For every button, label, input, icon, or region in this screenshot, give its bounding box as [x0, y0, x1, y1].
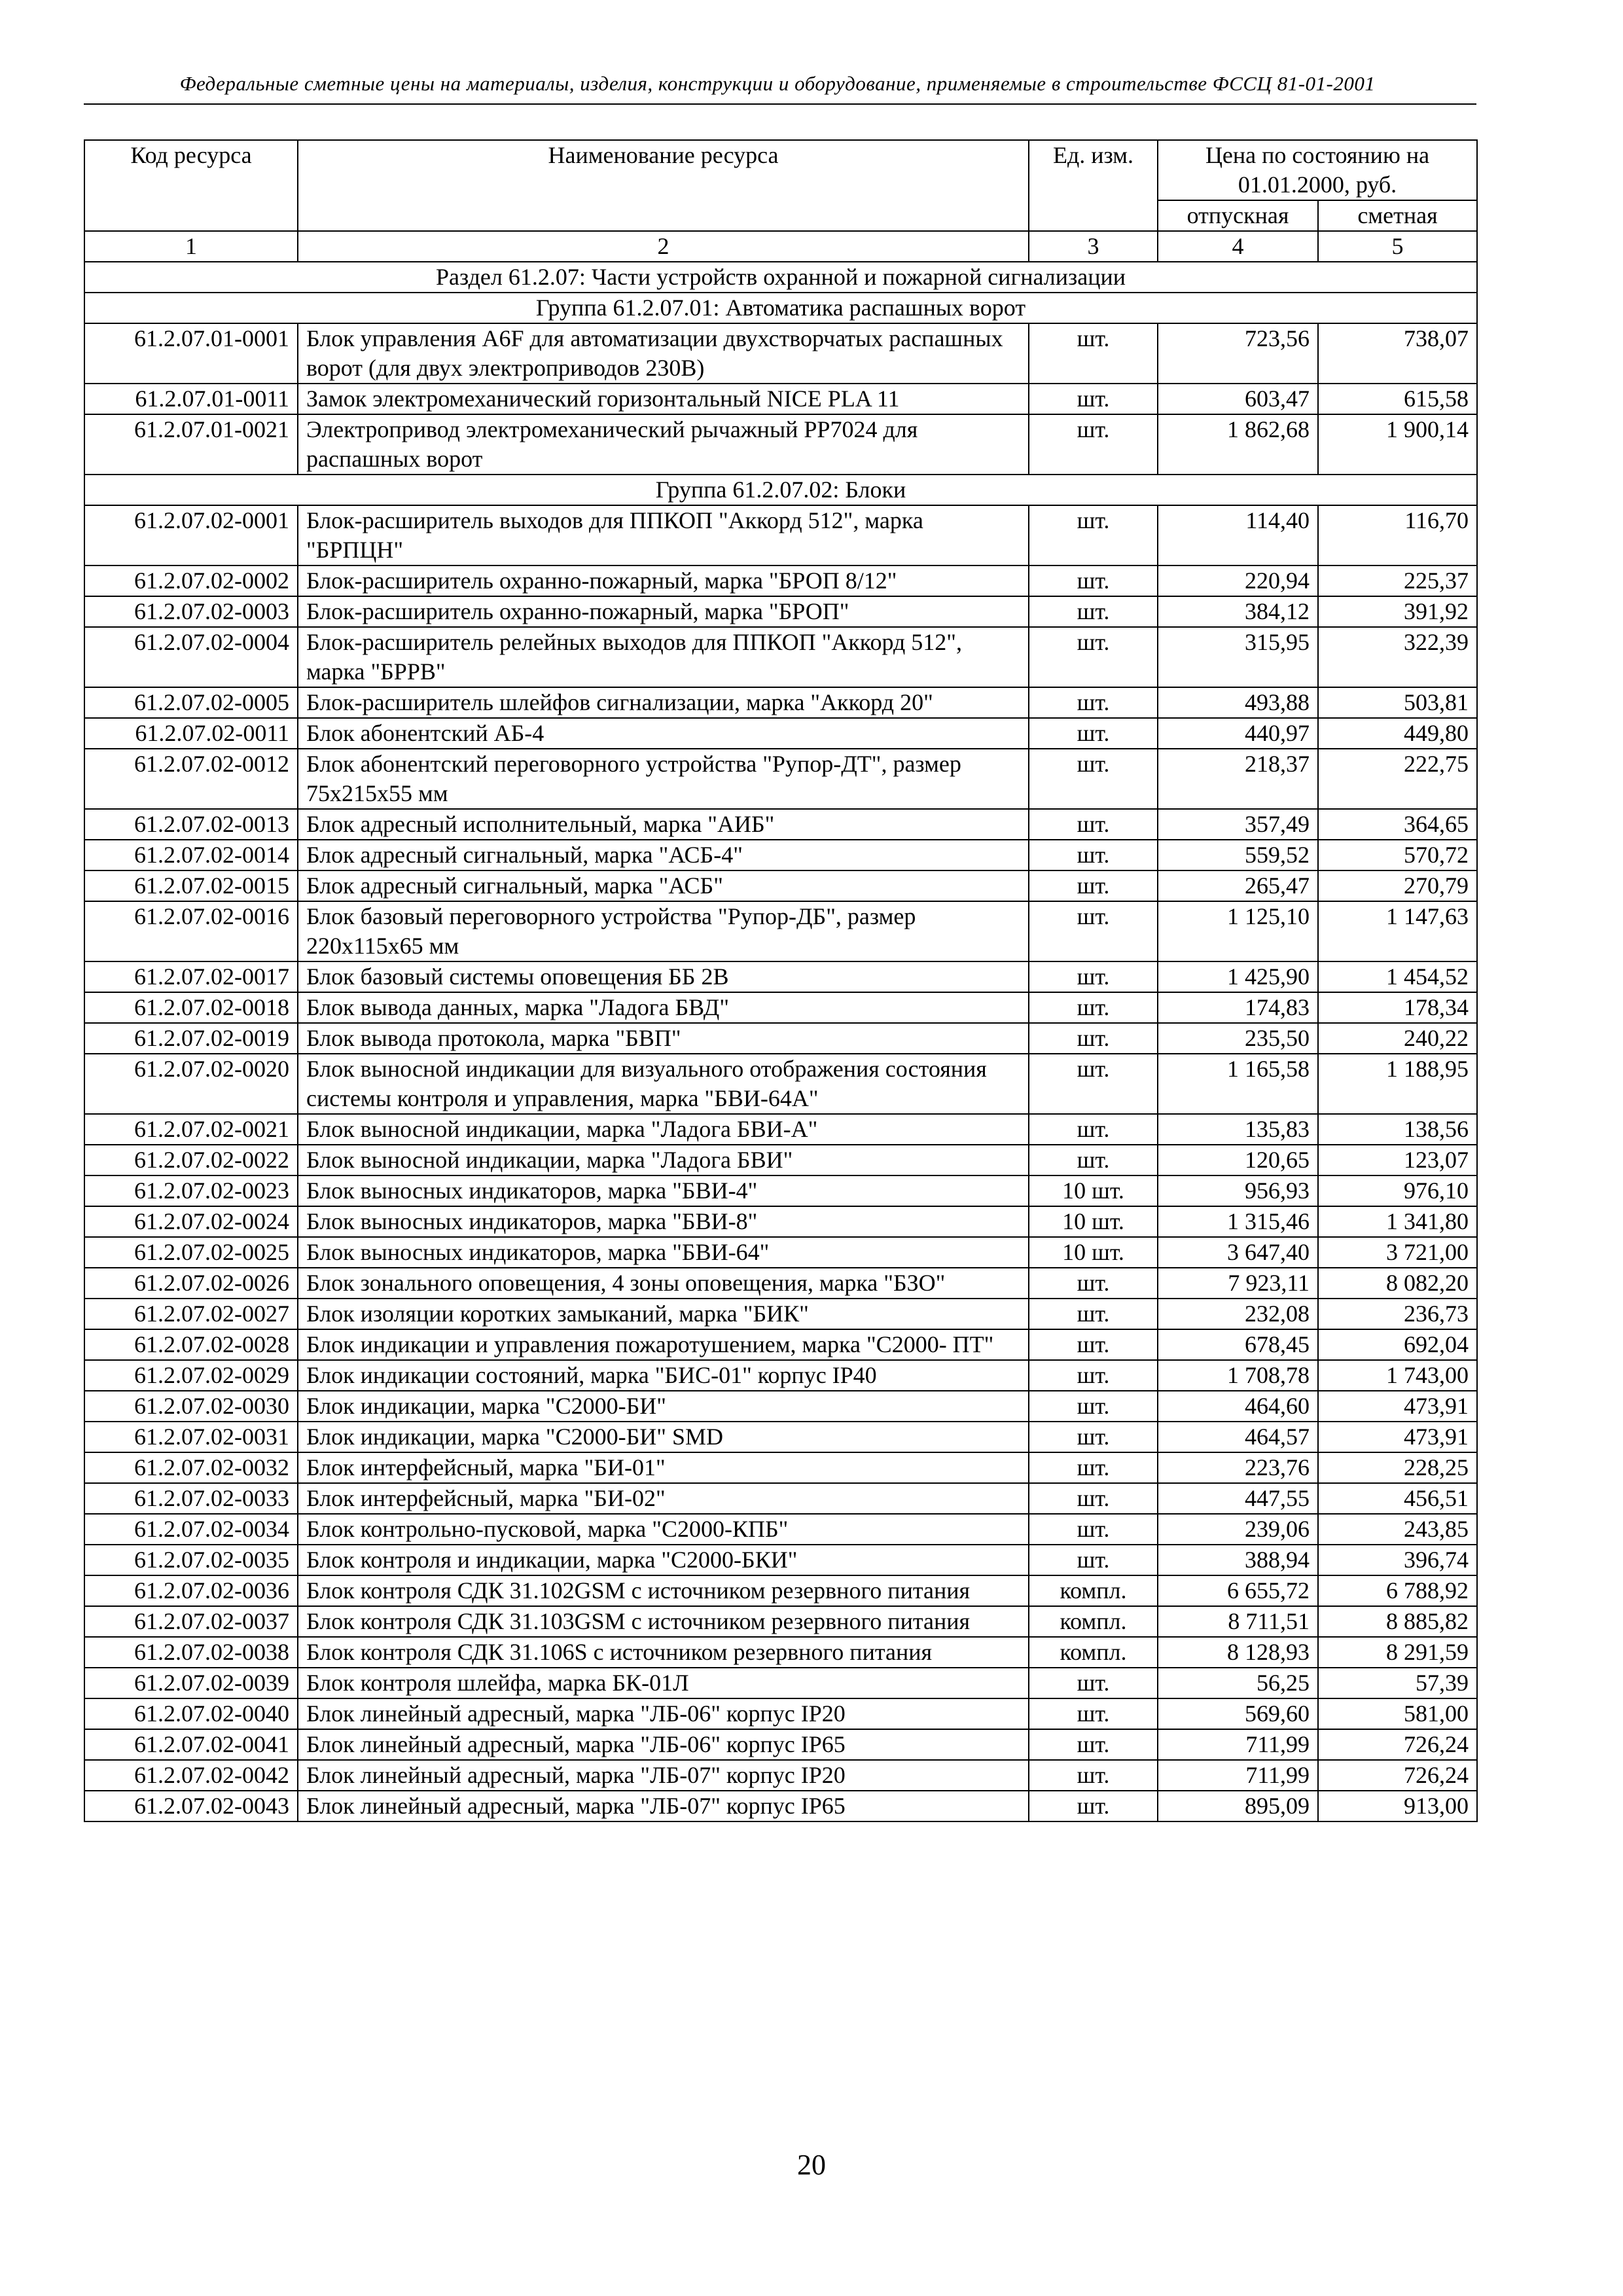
resource-code: 61.2.07.02-0033	[84, 1483, 298, 1514]
resource-name: Блок выносных индикаторов, марка "БВИ-64"	[298, 1237, 1029, 1268]
running-header: Федеральные сметные цены на материалы, изделия, конструкции и оборудование, применяемые в строительстве ФССЦ 81-01-2001	[179, 72, 1376, 95]
header-price-group: Цена по состоянию на 01.01.2000, руб.	[1158, 140, 1477, 200]
price-release: 723,56	[1158, 323, 1318, 384]
price-estimate: 1 188,95	[1318, 1054, 1477, 1114]
unit-cell: шт.	[1029, 384, 1158, 414]
table-row	[84, 1206, 1477, 1237]
resource-name: Блок выносной индикации, марка "Ладога БВИ"	[298, 1145, 1029, 1175]
column-number: 5	[1318, 231, 1477, 262]
unit-cell: шт.	[1029, 1329, 1158, 1360]
column-number: 3	[1029, 231, 1158, 262]
price-release: 464,60	[1158, 1391, 1318, 1422]
price-estimate: 1 341,80	[1318, 1206, 1477, 1237]
resource-name: Блок линейный адресный, марка "ЛБ-07" корпус IP65	[298, 1791, 1029, 1821]
price-release: 603,47	[1158, 384, 1318, 414]
price-estimate: 456,51	[1318, 1483, 1477, 1514]
table-row	[84, 718, 1477, 749]
resource-code: 61.2.07.02-0037	[84, 1606, 298, 1637]
table-body	[84, 262, 1477, 1821]
price-release: 384,12	[1158, 596, 1318, 627]
resource-code: 61.2.07.01-0011	[84, 384, 298, 414]
table-row	[84, 961, 1477, 992]
column-number: 1	[84, 231, 298, 262]
resource-code: 61.2.07.02-0024	[84, 1206, 298, 1237]
table-row	[84, 809, 1477, 840]
unit-cell: шт.	[1029, 840, 1158, 870]
unit-cell: шт.	[1029, 961, 1158, 992]
price-release: 265,47	[1158, 870, 1318, 901]
table-row	[84, 1606, 1477, 1637]
table-row	[84, 323, 1477, 384]
resource-name: Блок адресный сигнальный, марка "АСБ-4"	[298, 840, 1029, 870]
price-estimate: 240,22	[1318, 1023, 1477, 1054]
resource-code: 61.2.07.02-0039	[84, 1668, 298, 1698]
price-estimate: 57,39	[1318, 1668, 1477, 1698]
price-estimate: 570,72	[1318, 840, 1477, 870]
unit-cell: шт.	[1029, 1668, 1158, 1698]
price-release: 559,52	[1158, 840, 1318, 870]
resource-name: Блок интерфейсный, марка "БИ-02"	[298, 1483, 1029, 1514]
table-row	[84, 1637, 1477, 1668]
price-estimate: 8 291,59	[1318, 1637, 1477, 1668]
resource-name: Блок базовый системы оповещения ББ 2В	[298, 961, 1029, 992]
price-release: 174,83	[1158, 992, 1318, 1023]
unit-cell: компл.	[1029, 1575, 1158, 1606]
table-row	[84, 384, 1477, 414]
resource-name: Блок-расширитель выходов для ППКОП "Аккорд 512", марка "БРПЦН"	[298, 505, 1029, 565]
table-row	[84, 1175, 1477, 1206]
price-release: 1 708,78	[1158, 1360, 1318, 1391]
unit-cell: шт.	[1029, 1514, 1158, 1545]
table-row	[84, 565, 1477, 596]
resource-code: 61.2.07.02-0002	[84, 565, 298, 596]
resource-code: 61.2.07.02-0023	[84, 1175, 298, 1206]
resource-name: Блок выносных индикаторов, марка "БВИ-8"	[298, 1206, 1029, 1237]
unit-cell: шт.	[1029, 1760, 1158, 1791]
price-release: 1 425,90	[1158, 961, 1318, 992]
price-release: 135,83	[1158, 1114, 1318, 1145]
unit-cell: 10 шт.	[1029, 1206, 1158, 1237]
price-release: 1 862,68	[1158, 414, 1318, 475]
resource-name: Блок линейный адресный, марка "ЛБ-07" корпус IP20	[298, 1760, 1029, 1791]
unit-cell: шт.	[1029, 1360, 1158, 1391]
resource-code: 61.2.07.02-0020	[84, 1054, 298, 1114]
resource-code: 61.2.07.02-0005	[84, 687, 298, 718]
column-number: 2	[298, 231, 1029, 262]
resource-code: 61.2.07.02-0001	[84, 505, 298, 565]
price-release: 315,95	[1158, 627, 1318, 687]
header-price-estimate: сметная	[1318, 200, 1477, 231]
resource-name: Блок-расширитель охранно-пожарный, марка "БРОП"	[298, 596, 1029, 627]
table-row	[84, 1023, 1477, 1054]
resource-name: Блок зонального оповещения, 4 зоны оповещения, марка "БЗО"	[298, 1268, 1029, 1299]
resource-name: Блок-расширитель шлейфов сигнализации, марка "Аккорд 20"	[298, 687, 1029, 718]
unit-cell: шт.	[1029, 1791, 1158, 1821]
price-estimate: 396,74	[1318, 1545, 1477, 1575]
price-estimate: 473,91	[1318, 1422, 1477, 1452]
price-estimate: 322,39	[1318, 627, 1477, 687]
resource-code: 61.2.07.02-0041	[84, 1729, 298, 1760]
resource-name: Блок индикации, марка "С2000-БИ" SMD	[298, 1422, 1029, 1452]
table-row	[84, 1514, 1477, 1545]
price-release: 895,09	[1158, 1791, 1318, 1821]
price-estimate: 228,25	[1318, 1452, 1477, 1483]
price-estimate: 738,07	[1318, 323, 1477, 384]
price-estimate: 1 900,14	[1318, 414, 1477, 475]
resource-name: Блок вывода протокола, марка "БВП"	[298, 1023, 1029, 1054]
resource-code: 61.2.07.02-0012	[84, 749, 298, 809]
resource-name: Блок адресный исполнительный, марка "АИБ"	[298, 809, 1029, 840]
price-estimate: 913,00	[1318, 1791, 1477, 1821]
table-row	[84, 414, 1477, 475]
resource-name: Блок абонентский АБ-4	[298, 718, 1029, 749]
resource-name: Блок контроля СДК 31.102GSM с источником резервного питания	[298, 1575, 1029, 1606]
price-release: 711,99	[1158, 1760, 1318, 1791]
resource-name: Блок-расширитель охранно-пожарный, марка "БРОП 8/12"	[298, 565, 1029, 596]
resource-name: Блок-расширитель релейных выходов для ППКОП "Аккорд 512", марка "БРРВ"	[298, 627, 1029, 687]
resource-name: Блок выносной индикации, марка "Ладога БВИ-А"	[298, 1114, 1029, 1145]
unit-cell: шт.	[1029, 809, 1158, 840]
price-release: 235,50	[1158, 1023, 1318, 1054]
price-estimate: 1 147,63	[1318, 901, 1477, 961]
table-row	[84, 1698, 1477, 1729]
table-row	[84, 1114, 1477, 1145]
price-estimate: 236,73	[1318, 1299, 1477, 1329]
table-row	[84, 1575, 1477, 1606]
unit-cell: шт.	[1029, 1023, 1158, 1054]
unit-cell: шт.	[1029, 1483, 1158, 1514]
table-row	[84, 840, 1477, 870]
price-estimate: 138,56	[1318, 1114, 1477, 1145]
resource-code: 61.2.07.02-0031	[84, 1422, 298, 1452]
unit-cell: шт.	[1029, 749, 1158, 809]
unit-cell: шт.	[1029, 901, 1158, 961]
resource-name: Блок контроля СДК 31.103GSM с источником резервного питания	[298, 1606, 1029, 1637]
table-row	[84, 1054, 1477, 1114]
price-release: 711,99	[1158, 1729, 1318, 1760]
unit-cell: 10 шт.	[1029, 1175, 1158, 1206]
unit-cell: шт.	[1029, 870, 1158, 901]
price-estimate: 8 885,82	[1318, 1606, 1477, 1637]
price-release: 357,49	[1158, 809, 1318, 840]
price-release: 447,55	[1158, 1483, 1318, 1514]
resource-code: 61.2.07.02-0003	[84, 596, 298, 627]
resource-name: Блок изоляции коротких замыканий, марка "БИК"	[298, 1299, 1029, 1329]
resource-code: 61.2.07.02-0015	[84, 870, 298, 901]
price-estimate: 726,24	[1318, 1729, 1477, 1760]
price-estimate: 3 721,00	[1318, 1237, 1477, 1268]
unit-cell: компл.	[1029, 1606, 1158, 1637]
price-estimate: 976,10	[1318, 1175, 1477, 1206]
resource-code: 61.2.07.02-0036	[84, 1575, 298, 1606]
table-row	[84, 596, 1477, 627]
price-release: 218,37	[1158, 749, 1318, 809]
table-row	[84, 1422, 1477, 1452]
group-title: Группа 61.2.07.02: Блоки	[84, 475, 1477, 505]
price-release: 220,94	[1158, 565, 1318, 596]
price-release: 1 125,10	[1158, 901, 1318, 961]
table-row	[84, 1329, 1477, 1360]
price-release: 1 165,58	[1158, 1054, 1318, 1114]
resource-code: 61.2.07.02-0027	[84, 1299, 298, 1329]
table-header	[84, 140, 1477, 262]
price-release: 956,93	[1158, 1175, 1318, 1206]
price-release: 6 655,72	[1158, 1575, 1318, 1606]
price-estimate: 222,75	[1318, 749, 1477, 809]
unit-cell: шт.	[1029, 992, 1158, 1023]
price-release: 120,65	[1158, 1145, 1318, 1175]
unit-cell: шт.	[1029, 1698, 1158, 1729]
price-estimate: 364,65	[1318, 809, 1477, 840]
resource-name: Замок электромеханический горизонтальный NICE PLA 11	[298, 384, 1029, 414]
price-release: 1 315,46	[1158, 1206, 1318, 1237]
resource-code: 61.2.07.02-0040	[84, 1698, 298, 1729]
resource-name: Блок контрольно-пусковой, марка "С2000-КПБ"	[298, 1514, 1029, 1545]
unit-cell: шт.	[1029, 687, 1158, 718]
table-row	[84, 1545, 1477, 1575]
resource-name: Блок выносных индикаторов, марка "БВИ-4"	[298, 1175, 1029, 1206]
resource-name: Блок линейный адресный, марка "ЛБ-06" корпус IP20	[298, 1698, 1029, 1729]
unit-cell: шт.	[1029, 1114, 1158, 1145]
resource-code: 61.2.07.01-0021	[84, 414, 298, 475]
price-estimate: 116,70	[1318, 505, 1477, 565]
resource-code: 61.2.07.02-0011	[84, 718, 298, 749]
price-estimate: 726,24	[1318, 1760, 1477, 1791]
resource-name: Блок абонентский переговорного устройства "Рупор-ДТ", размер 75x215x55 мм	[298, 749, 1029, 809]
resource-name: Блок линейный адресный, марка "ЛБ-06" корпус IP65	[298, 1729, 1029, 1760]
unit-cell: шт.	[1029, 323, 1158, 384]
unit-cell: шт.	[1029, 1299, 1158, 1329]
price-estimate: 8 082,20	[1318, 1268, 1477, 1299]
unit-cell: шт.	[1029, 627, 1158, 687]
column-number: 4	[1158, 231, 1318, 262]
price-release: 440,97	[1158, 718, 1318, 749]
table-row	[84, 505, 1477, 565]
price-release: 8 711,51	[1158, 1606, 1318, 1637]
resource-name: Блок индикации, марка "С2000-БИ"	[298, 1391, 1029, 1422]
unit-cell: шт.	[1029, 718, 1158, 749]
price-estimate: 449,80	[1318, 718, 1477, 749]
price-release: 678,45	[1158, 1329, 1318, 1360]
price-release: 3 647,40	[1158, 1237, 1318, 1268]
resource-code: 61.2.07.02-0019	[84, 1023, 298, 1054]
price-estimate: 270,79	[1318, 870, 1477, 901]
unit-cell: шт.	[1029, 1145, 1158, 1175]
unit-cell: шт.	[1029, 1452, 1158, 1483]
resource-code: 61.2.07.02-0025	[84, 1237, 298, 1268]
resource-code: 61.2.07.02-0014	[84, 840, 298, 870]
table-row	[84, 1452, 1477, 1483]
resource-name: Блок управления A6F для автоматизации двухстворчатых распашных ворот (для двух электроприводов 230В)	[298, 323, 1029, 384]
resource-code: 61.2.07.02-0018	[84, 992, 298, 1023]
section-title: Раздел 61.2.07: Части устройств охранной и пожарной сигнализации	[84, 262, 1477, 293]
resource-code: 61.2.07.02-0013	[84, 809, 298, 840]
price-release: 388,94	[1158, 1545, 1318, 1575]
page-number: 20	[797, 2149, 826, 2181]
table-row	[84, 870, 1477, 901]
resource-code: 61.2.07.02-0030	[84, 1391, 298, 1422]
price-release: 464,57	[1158, 1422, 1318, 1452]
resource-name: Блок выносной индикации для визуального отображения состояния системы контроля и управления, марка "БВИ-64А"	[298, 1054, 1029, 1114]
price-estimate: 503,81	[1318, 687, 1477, 718]
resource-code: 61.2.07.02-0029	[84, 1360, 298, 1391]
resource-code: 61.2.07.02-0028	[84, 1329, 298, 1360]
unit-cell: шт.	[1029, 1545, 1158, 1575]
unit-cell: шт.	[1029, 1391, 1158, 1422]
price-estimate: 178,34	[1318, 992, 1477, 1023]
price-table	[84, 139, 1478, 1822]
price-estimate: 1 454,52	[1318, 961, 1477, 992]
resource-code: 61.2.07.02-0004	[84, 627, 298, 687]
resource-name: Электропривод электромеханический рычажный PP7024 для распашных ворот	[298, 414, 1029, 475]
resource-name: Блок индикации и управления пожаротушением, марка "С2000- ПТ"	[298, 1329, 1029, 1360]
table-row	[84, 1145, 1477, 1175]
group-title: Группа 61.2.07.01: Автоматика распашных ворот	[84, 293, 1477, 323]
table-row	[84, 1299, 1477, 1329]
table-row	[84, 992, 1477, 1023]
resource-code: 61.2.07.02-0032	[84, 1452, 298, 1483]
price-release: 56,25	[1158, 1668, 1318, 1698]
price-estimate: 391,92	[1318, 596, 1477, 627]
table-row	[84, 1391, 1477, 1422]
table-row	[84, 1791, 1477, 1821]
resource-name: Блок контроля и индикации, марка "С2000-БКИ"	[298, 1545, 1029, 1575]
price-estimate: 615,58	[1318, 384, 1477, 414]
resource-name: Блок базовый переговорного устройства "Рупор-ДБ", размер 220x115x65 мм	[298, 901, 1029, 961]
resource-name: Блок вывода данных, марка "Ладога БВД"	[298, 992, 1029, 1023]
table-row	[84, 1729, 1477, 1760]
table-row	[84, 1268, 1477, 1299]
group-row	[84, 293, 1477, 323]
table-row	[84, 749, 1477, 809]
table-row	[84, 1483, 1477, 1514]
header-name: Наименование ресурса	[298, 140, 1029, 231]
unit-cell: шт.	[1029, 1054, 1158, 1114]
header-rule	[84, 103, 1476, 105]
group-row	[84, 475, 1477, 505]
resource-code: 61.2.07.02-0043	[84, 1791, 298, 1821]
resource-code: 61.2.07.02-0016	[84, 901, 298, 961]
unit-cell: шт.	[1029, 596, 1158, 627]
unit-cell: шт.	[1029, 414, 1158, 475]
price-release: 223,76	[1158, 1452, 1318, 1483]
price-release: 232,08	[1158, 1299, 1318, 1329]
price-release: 239,06	[1158, 1514, 1318, 1545]
table-row	[84, 1237, 1477, 1268]
table-row	[84, 687, 1477, 718]
resource-code: 61.2.07.02-0034	[84, 1514, 298, 1545]
header-code: Код ресурса	[84, 140, 298, 231]
unit-cell: компл.	[1029, 1637, 1158, 1668]
resource-name: Блок контроля шлейфа, марка БК-01Л	[298, 1668, 1029, 1698]
price-estimate: 123,07	[1318, 1145, 1477, 1175]
table-row	[84, 901, 1477, 961]
price-estimate: 243,85	[1318, 1514, 1477, 1545]
header-unit: Ед. изм.	[1029, 140, 1158, 231]
resource-code: 61.2.07.02-0021	[84, 1114, 298, 1145]
unit-cell: шт.	[1029, 1422, 1158, 1452]
unit-cell: шт.	[1029, 1729, 1158, 1760]
table-row	[84, 1760, 1477, 1791]
price-estimate: 225,37	[1318, 565, 1477, 596]
table-row	[84, 1668, 1477, 1698]
table-row	[84, 627, 1477, 687]
price-estimate: 692,04	[1318, 1329, 1477, 1360]
resource-code: 61.2.07.02-0042	[84, 1760, 298, 1791]
resource-code: 61.2.07.02-0017	[84, 961, 298, 992]
resource-code: 61.2.07.01-0001	[84, 323, 298, 384]
resource-code: 61.2.07.02-0035	[84, 1545, 298, 1575]
price-release: 493,88	[1158, 687, 1318, 718]
price-release: 114,40	[1158, 505, 1318, 565]
unit-cell: шт.	[1029, 1268, 1158, 1299]
price-release: 7 923,11	[1158, 1268, 1318, 1299]
price-release: 8 128,93	[1158, 1637, 1318, 1668]
price-estimate: 6 788,92	[1318, 1575, 1477, 1606]
resource-code: 61.2.07.02-0038	[84, 1637, 298, 1668]
resource-name: Блок индикации состояний, марка "БИС-01" корпус IP40	[298, 1360, 1029, 1391]
price-estimate: 581,00	[1318, 1698, 1477, 1729]
price-estimate: 473,91	[1318, 1391, 1477, 1422]
header-price-release: отпускная	[1158, 200, 1318, 231]
resource-code: 61.2.07.02-0022	[84, 1145, 298, 1175]
unit-cell: 10 шт.	[1029, 1237, 1158, 1268]
price-release: 569,60	[1158, 1698, 1318, 1729]
unit-cell: шт.	[1029, 565, 1158, 596]
resource-name: Блок интерфейсный, марка "БИ-01"	[298, 1452, 1029, 1483]
resource-name: Блок контроля СДК 31.106S с источником резервного питания	[298, 1637, 1029, 1668]
resource-code: 61.2.07.02-0026	[84, 1268, 298, 1299]
resource-name: Блок адресный сигнальный, марка "АСБ"	[298, 870, 1029, 901]
unit-cell: шт.	[1029, 505, 1158, 565]
table-row	[84, 1360, 1477, 1391]
price-estimate: 1 743,00	[1318, 1360, 1477, 1391]
